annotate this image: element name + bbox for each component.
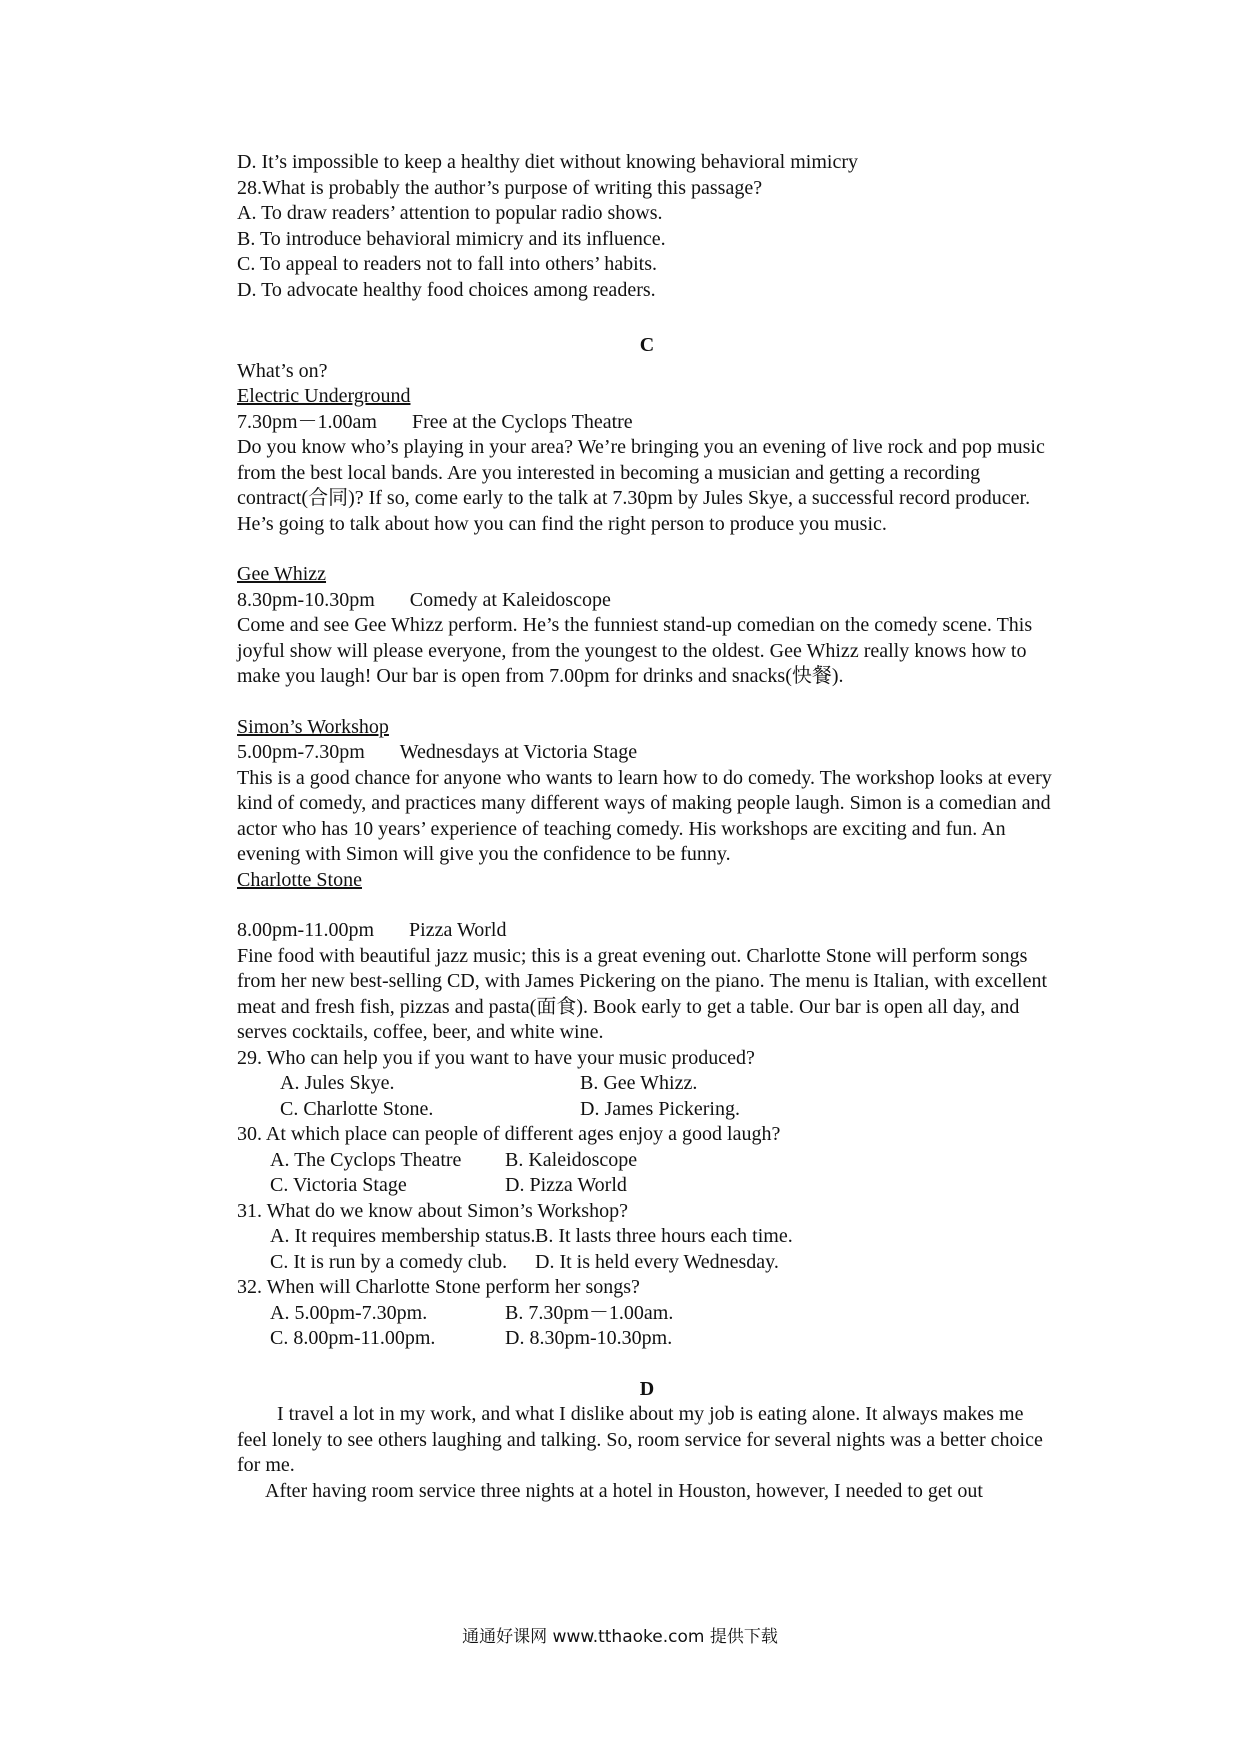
option: D. 8.30pm-10.30pm. [505,1327,673,1349]
q27-option-d: D. It’s impossible to keep a healthy diet without knowing behavioral mimicry [237,151,858,173]
q28-option-c: C. To appeal to readers not to fall into others’ habits. [237,253,657,275]
q28-option-a: A. To draw readers’ attention to popular radio shows. [237,202,663,224]
section-c-heading: C [639,334,655,356]
q28-stem: 28.What is probably the author’s purpose of writing this passage? [237,176,763,199]
question-options-row [237,1224,1057,1250]
event-time-venue [237,588,1057,614]
section-d-heading: D [639,1377,655,1400]
option: C. 8.00pm-11.00pm. [270,1327,436,1349]
option: D. It is held every Wednesday. [535,1250,779,1273]
q28-option-b: B. To introduce behavioral mimicry and its influence. [237,227,666,250]
question-options-row [237,1097,1057,1123]
question-stem: 31. What do we know about Simon’s Workshop? [237,1199,628,1222]
question-options-row [237,1148,1057,1174]
question-stem: 30. At which place can people of different ages enjoy a good laugh? [237,1123,781,1145]
event-description: Come and see Gee Whizz perform. He’s the funniest stand-up comedian on the comedy scene. This joyful show will please everyone, from the youngest to the oldest. Gee Whizz really knows how to make you laugh! Our bar is open from 7.00pm for drinks and snacks(快餐). [237,614,1033,687]
event-time: 7.30pm－1.00am [237,410,377,433]
option: A. It requires membership status. [270,1225,536,1247]
section-d-paragraph: After having room service three nights at a hotel in Houston, however, I needed to get out [265,1479,983,1502]
event-description: Do you know who’s playing in your area? We’re bringing you an evening of live rock and pop music from the best local bands. Are you interested in becoming a musician and getting a recording contract(合同)? If so, come early to the talk at 7.30pm by Jules Skye, a successful record producer. He’s going to talk about how you can find the right person to produce you music. [237,436,1045,535]
section-c-intro: What’s on? [237,359,328,382]
option: B. It lasts three hours each time. [535,1225,793,1247]
question-stem: 29. Who can help you if you want to have your music produced? [237,1046,755,1069]
event-time-venue [237,740,1057,766]
event-venue: Wednesdays at Victoria Stage [399,741,638,763]
question-options-row [237,1301,1057,1327]
event-time-venue [237,918,1057,944]
option: B. 7.30pm－1.00am. [505,1301,674,1324]
option: A. The Cyclops Theatre [270,1148,462,1171]
option: C. Charlotte Stone. [280,1097,434,1120]
option: C. Victoria Stage [270,1174,407,1196]
question-stem: 32. When will Charlotte Stone perform her songs? [237,1276,640,1298]
question-options-row [237,1173,1057,1199]
option: D. James Pickering. [580,1097,740,1120]
event-venue: Free at the Cyclops Theatre [412,410,633,433]
event-title: Gee Whizz [237,563,327,585]
question-options-row [237,1326,1057,1352]
document-content [237,150,1057,1504]
q28-option-d: D. To advocate healthy food choices among readers. [237,278,656,301]
question-options-row [237,1250,1057,1276]
event-time: 8.00pm-11.00pm [237,919,375,941]
option: A. 5.00pm-7.30pm. [270,1301,428,1324]
event-description: This is a good chance for anyone who wants to learn how to do comedy. The workshop looks at every kind of comedy, and practices many different ways of making people laugh. Simon is a comedian and actor who has 10 years’ experience of teaching comedy. His workshops are exciting and fun. An evening with Simon will give you the confidence to be funny. [237,766,1052,865]
section-d-paragraph: I travel a lot in my work, and what I dislike about my job is eating alone. It always makes me feel lonely to see others laughing and talking. So, room service for several nights was a better choice for me. [237,1403,1043,1476]
option: B. Gee Whizz. [580,1072,698,1094]
page-footer: 通通好课网 www.tthaoke.com 提供下载 [462,1627,778,1647]
event-time: 5.00pm-7.30pm [237,741,365,763]
option: A. Jules Skye. [280,1072,395,1094]
option: B. Kaleidoscope [505,1148,638,1171]
event-venue: Comedy at Kaleidoscope [409,588,611,611]
event-description: Fine food with beautiful jazz music; this is a great evening out. Charlotte Stone will perform songs from her new best-selling CD, with James Pickering on the piano. The menu is Italian, with excellent meat and fresh fish, pizzas and pasta(面食). Book early to get a table. Our bar is open all day, and serves cocktails, coffee, beer, and white wine. [237,944,1047,1043]
event-title: Charlotte Stone [237,868,362,891]
event-venue: Pizza World [409,919,507,941]
option: D. Pizza World [505,1174,627,1196]
event-time-venue [237,410,1057,436]
event-title: Simon’s Workshop [237,715,389,738]
event-title: Electric Underground [237,385,411,407]
question-options-row [237,1071,1057,1097]
option: C. It is run by a comedy club. [270,1250,508,1273]
event-time: 8.30pm-10.30pm [237,588,375,611]
